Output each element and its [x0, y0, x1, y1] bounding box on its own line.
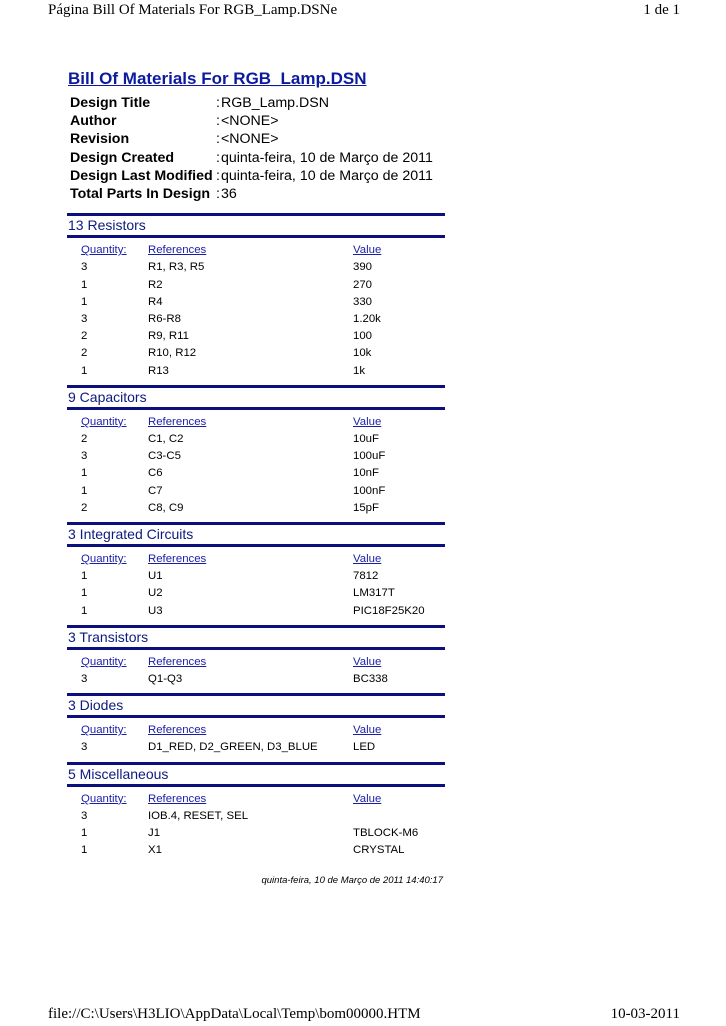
value-cell — [353, 808, 445, 825]
page-number: 1 de 1 — [643, 2, 680, 18]
references-cell: X1 — [148, 844, 162, 857]
table-row — [67, 568, 445, 585]
table-row — [67, 345, 445, 362]
value-cell: 15pF — [353, 501, 379, 514]
value-cell: 100uF — [353, 450, 386, 463]
column-header-references: References — [148, 724, 207, 737]
column-header-value: Value — [353, 655, 382, 668]
print-date: 10-03-2011 — [610, 1006, 680, 1022]
value-cell: CRYSTAL — [353, 844, 405, 857]
column-header-value: Value — [353, 415, 382, 428]
section-title: 5 Miscellaneous — [68, 765, 169, 782]
quantity-cell: 2 — [81, 501, 88, 514]
parts-section — [67, 522, 445, 625]
column-header-references: References — [148, 244, 207, 257]
references-cell: R4 — [148, 295, 163, 308]
table-row — [67, 465, 445, 482]
table-header — [67, 551, 445, 568]
quantity-cell: 3 — [81, 313, 88, 326]
meta-key: Author — [70, 113, 117, 130]
table-row — [67, 277, 445, 294]
column-header-value: Value — [353, 244, 382, 257]
value-cell: 10uF — [353, 433, 379, 446]
value-cell: 10nF — [353, 467, 379, 480]
parts-section — [67, 385, 445, 522]
section-title: 13 Resistors — [68, 217, 146, 234]
value-cell: BC338 — [353, 673, 388, 686]
references-cell: J1 — [148, 827, 161, 840]
parts-section — [67, 625, 445, 693]
references-cell: C6 — [148, 467, 163, 480]
quantity-cell: 3 — [81, 741, 88, 754]
references-cell: IOB.4, RESET, SEL — [148, 809, 249, 822]
column-header-references: References — [148, 792, 207, 805]
references-cell: R1, R3, R5 — [148, 261, 205, 274]
meta-key: Total Parts In Design — [70, 186, 211, 203]
parts-section — [67, 693, 445, 761]
value-cell: 7812 — [353, 570, 379, 583]
quantity-cell: 3 — [81, 450, 88, 463]
quantity-cell: 1 — [81, 827, 88, 840]
quantity-cell: 2 — [81, 330, 88, 343]
quantity-cell: 3 — [81, 809, 88, 822]
references-cell: C3-C5 — [148, 450, 181, 463]
meta-key: Design Title — [70, 95, 151, 111]
column-header-value: Value — [353, 792, 382, 805]
column-header-quantity: Quantity: — [81, 724, 127, 737]
column-header-quantity: Quantity: — [81, 655, 127, 668]
section-title: 9 Capacitors — [68, 388, 147, 405]
table-header — [67, 722, 445, 739]
column-header-quantity: Quantity: — [81, 244, 127, 257]
table-header — [67, 414, 445, 431]
value-cell: 100nF — [353, 484, 386, 497]
meta-key: Design Created — [70, 149, 175, 166]
value-cell: 100 — [353, 330, 373, 343]
table-row — [67, 671, 445, 688]
meta-value: : <NONE> — [216, 130, 445, 148]
table-row — [67, 328, 445, 345]
generated-timestamp: quinta-feira, 10 de Março de 2011 14:40:17 — [261, 874, 443, 886]
print-header — [48, 2, 680, 22]
quantity-cell: 1 — [81, 278, 88, 291]
column-header-quantity: Quantity: — [81, 553, 127, 566]
quantity-cell: 1 — [81, 604, 88, 617]
bom-document — [67, 68, 445, 886]
quantity-cell: 2 — [81, 433, 88, 446]
parts-section — [67, 213, 445, 385]
section-title: 3 Transistors — [68, 628, 149, 645]
references-cell: C8, C9 — [148, 501, 184, 514]
quantity-cell: 1 — [81, 467, 88, 480]
value-cell: 1k — [353, 364, 366, 377]
references-cell: C7 — [148, 484, 163, 497]
document-title: Bill Of Materials For RGB_Lamp.DSN — [68, 69, 367, 88]
parts-table — [67, 787, 445, 865]
table-row — [67, 500, 445, 517]
references-cell: R6-R8 — [148, 313, 181, 326]
quantity-cell: 2 — [81, 347, 88, 360]
file-path: file://C:\Users\H3LIO\AppData\Local\Temp\bom00000.HTM — [48, 1006, 421, 1022]
quantity-cell: 3 — [81, 673, 88, 686]
parts-table — [67, 650, 445, 693]
references-cell: Q1-Q3 — [148, 673, 183, 686]
column-header-references: References — [148, 655, 207, 668]
value-cell: LED — [353, 741, 376, 754]
section-title: 3 Diodes — [68, 697, 124, 714]
value-cell: TBLOCK-M6 — [353, 827, 419, 840]
column-header-references: References — [148, 415, 207, 428]
section-title: 3 Integrated Circuits — [68, 526, 194, 543]
table-row — [67, 825, 445, 842]
table-row — [67, 448, 445, 465]
value-cell: LM317T — [353, 587, 395, 600]
quantity-cell: 1 — [81, 364, 88, 377]
parts-table — [67, 238, 445, 385]
meta-key: Revision — [70, 131, 130, 148]
references-cell: C1, C2 — [148, 433, 184, 446]
value-cell: PIC18F25K20 — [353, 604, 425, 617]
table-row — [67, 294, 445, 311]
value-cell: 10k — [353, 347, 372, 360]
table-row — [67, 311, 445, 328]
table-row — [67, 603, 445, 620]
references-cell: R13 — [148, 364, 169, 377]
meta-value: : 36 — [216, 185, 445, 203]
references-cell: U3 — [148, 604, 163, 617]
table-row — [67, 842, 445, 859]
references-cell: R9, R11 — [148, 330, 189, 343]
references-cell: U2 — [148, 587, 163, 600]
quantity-cell: 1 — [81, 570, 88, 583]
table-row — [67, 739, 445, 756]
parts-table — [67, 547, 445, 625]
quantity-cell: 1 — [81, 844, 88, 857]
table-header — [67, 654, 445, 671]
print-header-title: Página Bill Of Materials For RGB_Lamp.DSNe — [48, 2, 338, 18]
table-row — [67, 259, 445, 276]
value-cell: 390 — [353, 261, 373, 274]
column-header-value: Value — [353, 553, 382, 566]
table-row — [67, 483, 445, 500]
table-row — [67, 808, 445, 825]
column-header-quantity: Quantity: — [81, 792, 127, 805]
column-header-references: References — [148, 553, 207, 566]
table-row — [67, 363, 445, 380]
table-row — [67, 431, 445, 448]
references-cell: D1_RED, D2_GREEN, D3_BLUE — [148, 741, 318, 754]
design-metadata — [70, 94, 445, 203]
quantity-cell: 3 — [81, 261, 88, 274]
meta-value: : <NONE> — [216, 112, 445, 130]
meta-value: : quinta-feira, 10 de Março de 2011 — [216, 167, 445, 185]
print-footer — [48, 1006, 680, 1026]
table-header — [67, 242, 445, 259]
parts-table — [67, 718, 445, 761]
references-cell: R10, R12 — [148, 347, 197, 360]
quantity-cell: 1 — [81, 295, 88, 308]
parts-table — [67, 410, 445, 522]
parts-section — [67, 762, 445, 865]
quantity-cell: 1 — [81, 587, 88, 600]
value-cell: 270 — [353, 278, 373, 291]
quantity-cell: 1 — [81, 484, 88, 497]
table-header — [67, 791, 445, 808]
parts-sections — [67, 213, 445, 864]
meta-value: : quinta-feira, 10 de Março de 2011 — [216, 149, 445, 167]
references-cell: R2 — [148, 278, 163, 291]
meta-value: : RGB_Lamp.DSN — [216, 94, 445, 112]
column-header-value: Value — [353, 724, 382, 737]
column-header-quantity: Quantity: — [81, 415, 127, 428]
value-cell: 330 — [353, 295, 373, 308]
table-row — [67, 585, 445, 602]
value-cell: 1.20k — [353, 313, 381, 326]
meta-key: Design Last Modified — [70, 167, 213, 184]
references-cell: U1 — [148, 570, 163, 583]
